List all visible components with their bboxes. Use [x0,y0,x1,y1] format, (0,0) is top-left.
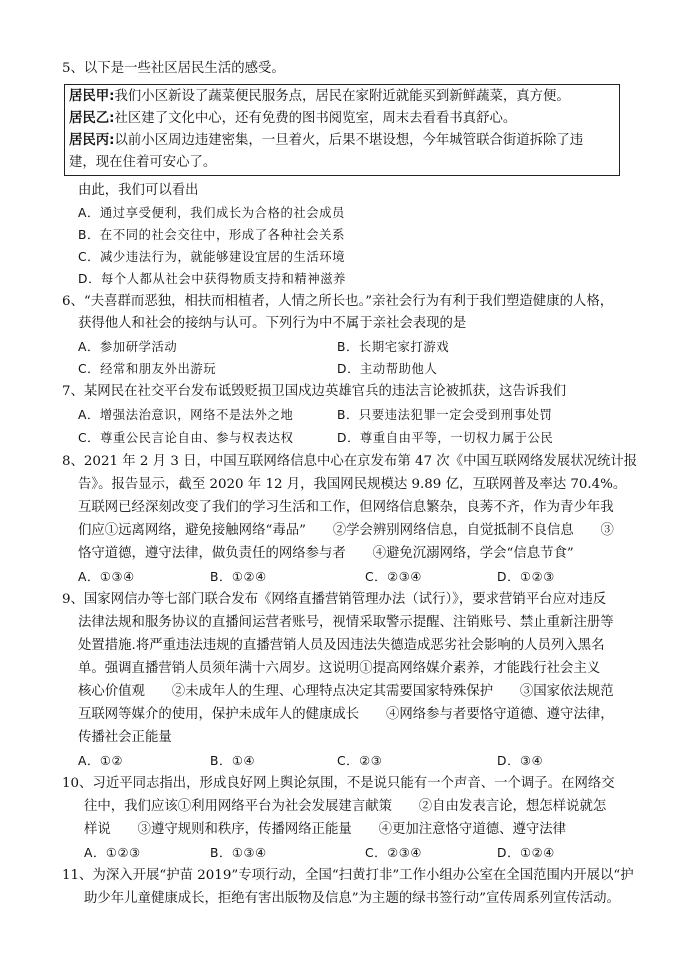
q10-line-1: 10、习近平同志指出，形成良好网上舆论氛围，不是说只能有一个声音、一个调子。在网络交 [62,776,615,791]
quote-yi [69,110,516,128]
q5-option-b[interactable]: B．在不同的社会交往中，形成了各种社会关系 [78,228,345,242]
q6-option-c[interactable]: C．经常和朋友外出游玩 [78,362,217,376]
q7-option-d[interactable]: D．尊重自由平等，一切权力属于公民 [337,431,554,445]
q5-lead: 由此，我们可以看出 [78,183,199,198]
q5-option-d[interactable]: D．每个人都从社会中获得物质支持和精神滋养 [78,272,347,286]
q6-option-b[interactable]: B．长期宅家打游戏 [337,340,450,354]
quote-jia [69,88,570,106]
q9-line-5: 核心价值观 ②未成年人的生理、心理特点决定其需要国家特殊保护 ③国家依法规范 [78,684,614,699]
q8-option-b[interactable]: B．①②④ [210,570,267,584]
speaker-yi: 居民乙: [69,111,115,126]
q6-option-a[interactable]: A．参加研学活动 [78,340,178,354]
q7-stem: 7、某网民在社交平台发布诋毁贬损卫国戍边英雄官兵的违法言论被抓获，这告诉我们 [62,384,566,399]
q6-line-2: 获得他人和社会的接纳与认可。下列行为中不属于亲社会表现的是 [78,316,467,331]
q9-line-4: 单。强调直播营销人员须年满十六周岁。这说明①提高网络媒介素养，才能践行社会主义 [78,661,601,676]
speaker-bing: 居民丙: [69,133,115,148]
q7-option-a[interactable]: A．增强法治意识，网络不是法外之地 [78,408,294,422]
q8-line-4: 们应①远离网络，避免接触网络“毒品” ②学会辨别网络信息，自觉抵制不良信息 ③ [78,523,614,538]
q5-option-c[interactable]: C．减少违法行为，就能够建设宜居的生活环境 [78,250,346,264]
quote-yi-text: 社区建了文化中心，还有免费的图书阅览室，周末去看看书真舒心。 [114,111,517,126]
q9-option-b[interactable]: B．①④ [210,754,256,768]
q8-line-3: 互联网已经深刻改变了我们的学习生活和工作，但网络信息繁杂，良莠不齐，作为青少年我 [78,500,614,515]
q8-option-a[interactable]: A．①③④ [78,570,135,584]
q5-stem: 5、以下是一些社区居民生活的感受。 [62,61,285,76]
q8-option-d[interactable]: D．①②③ [497,570,555,584]
q10-option-c[interactable]: C．②③④ [365,846,422,860]
q9-option-c[interactable]: C．②③ [337,754,383,768]
q9-line-2: 法律法规和服务协议的直播间运营者账号，视情采取警示提醒、注销账号、禁止重新注册等 [78,615,614,630]
q9-option-d[interactable]: D．③④ [497,754,544,768]
q5-quote-box [64,84,620,176]
q9-line-6: 互联网等媒介的使用，保护未成年人的健康成长 ④网络参与者要恪守道德、遵守法律， [78,707,614,722]
speaker-jia: 居民甲: [69,89,115,104]
q6-line-1: 6、“夫喜群而恶独，相扶而相植者，人情之所长也。”亲社会行为有利于我们塑造健康的人格， [62,294,614,309]
q9-line-3: 处置措施.将严重违法违规的直播营销人员及因违法失德造成恶劣社会影响的人员列入黑名 [78,638,605,653]
quote-bing [69,132,583,150]
q10-line-3: 样说 ③遵守规则和秩序，传播网络正能量 ④更加注意恪守道德、遵守法律 [84,822,567,837]
q8-line-1: 8、2021 年 2 月 3 日，中国互联网络信息中心在京发布第 47 次《中国互联网络发展状况统计报 [62,454,638,469]
q6-option-d[interactable]: D．主动帮助他人 [337,362,438,376]
q8-line-5: 恪守道德，遵守法律，做负责任的网络参与者 ④避免沉溺网络，学会“信息节食” [78,546,574,561]
q9-line-1: 9、国家网信办等七部门联合发布《网络直播营销管理办法（试行）》，要求营销平台应对违反 [62,592,607,607]
q10-option-a[interactable]: A．①②③ [84,846,141,860]
q8-line-2: 告》。报告显示，截至 2020 年 12 月，我国网民规模达 9.89 亿，互联网普及率达 70.4%。 [78,477,627,492]
q10-line-2: 往中，我们应该①利用网络平台为社会发展建言献策 ②自由发表言论，想怎样说就怎 [84,799,607,814]
q9-line-7: 传播社会正能量 [78,730,172,745]
q9-option-a[interactable]: A．①② [78,754,124,768]
q5-option-a[interactable]: A．通过享受便利，我们成长为合格的社会成员 [78,206,345,220]
quote-bing-text: 以前小区周边违建密集，一旦着火，后果不堪设想，今年城管联合街道拆除了违 [114,133,584,148]
q10-option-b[interactable]: B．①③④ [210,846,267,860]
q11-line-1: 11、为深入开展“护苗 2019”专项行动，全国“扫黄打非”工作小组办公室在全国范围内开展以“护 [62,868,634,883]
q10-option-d[interactable]: D．①②④ [497,846,555,860]
q8-option-c[interactable]: C．②③④ [365,570,422,584]
q11-line-2: 助少年儿童健康成长，拒绝有害出版物及信息”为主题的绿书签行动”宣传周系列宣传活动。 [84,891,620,906]
quote-jia-text: 我们小区新设了蔬菜便民服务点，居民在家附近就能买到新鲜蔬菜，真方便。 [114,89,570,104]
q7-option-c[interactable]: C．尊重公民言论自由、参与权表达权 [78,431,294,445]
q7-option-b[interactable]: B．只要违法犯罪一定会受到刑事处罚 [337,408,553,422]
quote-bing-cont: 建，现在住着可安心了。 [69,155,217,170]
